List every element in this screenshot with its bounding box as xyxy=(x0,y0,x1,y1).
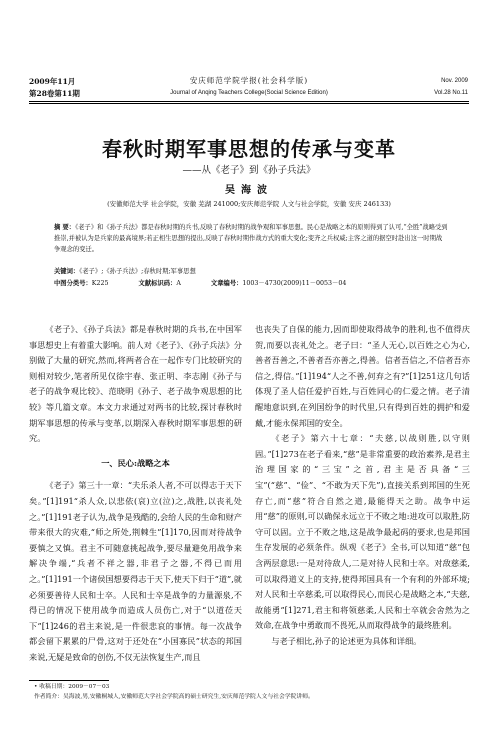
volume-en: Vol.28 No.11 xyxy=(434,90,468,96)
article-no-label: 文章编号： xyxy=(210,280,243,287)
header-rule-thin xyxy=(29,103,469,104)
issue-date-cn: 2009年11月 xyxy=(29,77,76,86)
author-affiliation: (安徽师范大学 社会学院，安徽 芜湖 241000;安庆师范学院 人文与社会学院，安徽 安庆 246133) xyxy=(107,200,391,208)
article-no-value: 1003－4730(2009)11－0053－04 xyxy=(242,280,347,287)
doc-code-label: 文献标识码： xyxy=(138,280,177,287)
keywords xyxy=(54,266,448,277)
body-paragraph: 与老子相比,孙子的论述更为具体和详细。 xyxy=(271,635,422,646)
journal-name-en: Journal of Anqing Teachers College(Social Science Edition) xyxy=(170,90,328,96)
footnote xyxy=(34,682,470,702)
abstract-text: 《老子》和《孙子兵法》都是春秋时期的兵书,反映了春秋时期的战争观和军事思想。民心是战略之本的原则得到了认可,“全胜”战略受到推崇,并被认为是兵家的最高境界;若正相生思想的提出,反映了春秋时期作战方式的重大变化;变齐之兵权威;主客之道的据空时赴出这一时期战争观念的变迁。 xyxy=(54,224,448,253)
body-paragraph: 《老子》第三十一章：“夫乐杀人者,不可以得志于天下矣。”[1]191“杀人众,以悲依(哀)立(泣)之,战胜,以丧礼处之。”[1]191老子认为,战争是残酷的,会给人民的生命和财产带来很大的灾难,“师之所处,荆棘生”[1]170,因而对待战争要慎之又慎。君主不可随意挑起战争,要尽量避免用战争来解决争端,“兵者不祥之器,非君子之器,不得已而用之。”[1]191一个诸侯国想要得志于天下,使天下归于“道”,就必须要善待人民和士卒。人民和士卒是战争的力量源泉,不得已的情况下使用战争而造成人员伤亡,对于“以道莅天下”[1]246的君主来说,是一件很悲哀的事情。每一次战争都会留下累累的尸骨,这对于还处在“小国寡民”状态的邦国来说,无疑是致命的创伤,不仅无法恢复生产,而且 xyxy=(29,480,242,662)
body-column-right xyxy=(255,322,470,649)
volume-cn: 第28卷第11期 xyxy=(29,89,80,98)
header-rule xyxy=(29,101,469,102)
keywords-label: 关键词： xyxy=(54,268,80,275)
bullet-icon: • xyxy=(34,684,38,690)
footnote-rule xyxy=(29,680,109,681)
author-name: 吴海波 xyxy=(225,185,273,196)
header-center xyxy=(0,74,498,100)
intro-paragraph: 《老子》、《孙子兵法》都是春秋时期的兵书,在中国军事思想史上有着重大影响。前人对《老子》、《孙子兵法》分别做了大量的研究,然而,将两者合在一起作专门比较研究的则相对较少,笔者所见仅徐宇春、张正明、李志刚《孙子与老子的战争观比较》、范晓明《孙子、老子战争观思想的比较》等几篇文章。本文力求通过对两书的比较,探讨春秋时期军事思想的传承与变革,以期深入春秋时期军事思想的研究。 xyxy=(29,324,242,444)
section-heading: 一、民心:战略之本 xyxy=(101,457,170,468)
abstract-label: 摘 要： xyxy=(54,224,76,231)
body-paragraph: 也丧失了自保的能力,因而即使取得战争的胜利,也不值得庆贺,而要以丧礼处之。老子曰：“圣人无心,以百姓之心为心,善者吾善之,不善者吾亦善之,得善。信者吾信之,不信者吾亦信之,得信。”[1]194“人之不善,何弃之有?”[1]251这几句话体现了圣人信任爱护百姓,与百姓同心的仁爱之情。老子清醒地意识到,在列国纷争的时代里,只有得到百姓的拥护和爱戴,才能永保邦国的安全。 xyxy=(255,324,470,428)
body-column-left xyxy=(29,322,242,665)
article-title: 春秋时期军事思想的传承与变革 xyxy=(102,137,396,161)
keywords-text: 《老子》;《孙子兵法》;春秋时期;军事思想 xyxy=(79,268,196,275)
journal-name-cn: 安庆师范学院学报(社会科学版) xyxy=(189,76,309,85)
classification-line xyxy=(54,278,448,289)
header-right xyxy=(434,75,468,99)
article-subtitle: ——从《老子》到《孙子兵法》 xyxy=(182,165,316,176)
body-paragraph: 《老子》第六十七章：“夫慈,以战则胜,以守则固。”[1]273在老子看来,“慈”是非常重要的政治素养,是君主治理国家的“三宝”之首,君主是否具备“三宝”(“慈”、“俭”、“不敢为天下先”),直接关系到邦国的生死存亡,而“慈”符合自然之道,最能得天之助。战争中运用“慈”的原则,可以确保永远立于不败之地:进攻可以取胜,防守可以固。立于不败之地,这是战争最起码的要求,也是邦国生存发展的必须条件。纵观《老子》全书,可以知道“慈”包含两层意思:一是对待敌人,二是对待人民和士卒。对敌慈柔,可以取得道义上的支持,使得邦国具有一个有利的外部环境;对人民和士卒慈柔,可以取得民心,而民心是战略之本,“夫慈,故能勇”[1]271,君主和将领慈柔,人民和士卒就会舍然为之效命,在战争中勇敢而不畏死,从而取得战争的最终胜利。 xyxy=(255,433,470,631)
clc-value: K225 xyxy=(91,280,109,287)
date-en: Nov. 2009 xyxy=(441,78,468,84)
doc-code-value: A xyxy=(176,280,181,287)
clc-label: 中图分类号： xyxy=(54,280,92,287)
author-bio: 作者简介：吴海波,男,安徽桐城人,安徽师范大学社会学院高的硕士研究生,安庆师范学院人文与社会学院讲师。 xyxy=(34,694,314,700)
received-date: • 收稿日期：2009－07－03 xyxy=(34,684,110,690)
abstract xyxy=(54,222,448,255)
